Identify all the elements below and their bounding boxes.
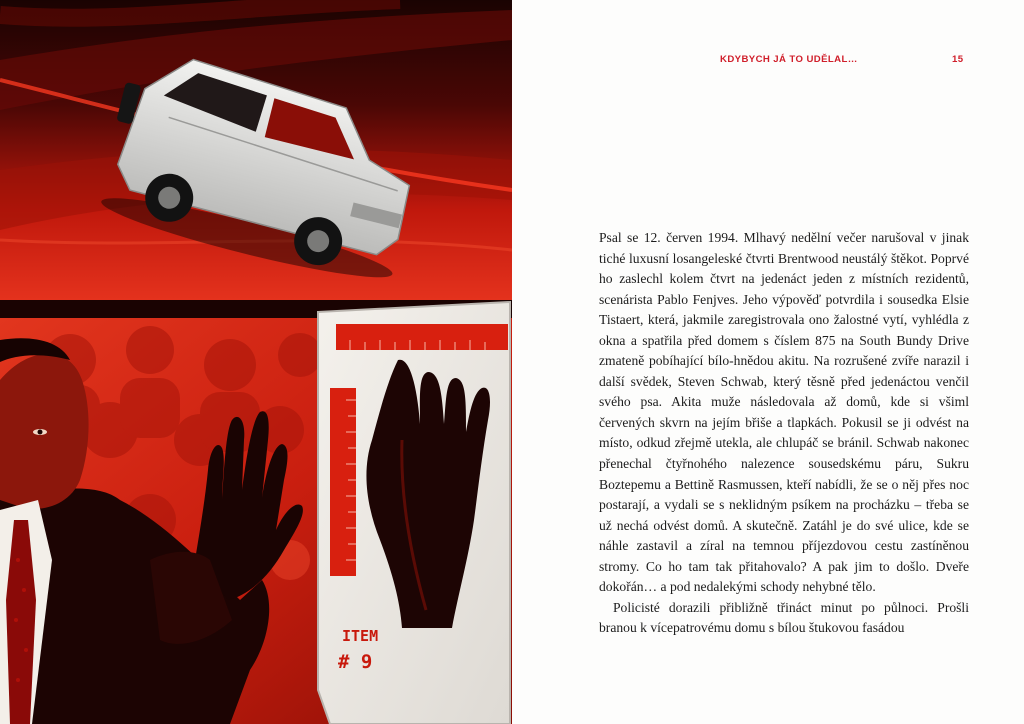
running-header: [512, 54, 1024, 68]
page-number: 15: [952, 54, 964, 65]
ruler-horizontal: [336, 324, 508, 350]
paragraph: Psal se 12. červen 1994. Mlhavý nedělní večer narušoval v jinak tiché luxusní losangeleské čtvrti Brentwood neustálý štěkot. Poprvé ho zaslechl kolem čtvrt na jedenáct jeden z místních rezidentů, scenárista Pablo Fenjves. Jeho výpověď potvrdila i sousedka Elsie Tistaert, která, jakmile zaregistrovala ono žalostné vytí, vyhlédla z okna a spatřila před domem s číslem 875 na South Bundy Drive zmateně pobíhající bílo-hnědou akitu. Na rozrušené zvíře narazil i další svědek, Steven Schwab, který těsně před jedenáctou venčil svého psa. Akita muže následovala až domů, kde si všiml červených skvrn na jejím břiše a tlapkách. Pokusil se ji odvést na místo, odkud zřejmě utekla, ale chlupáč se bránil. Schwab nakonec přenechal čtyřnohého nalezence sousedskému páru, Sukru Boztepemu a Bettině Rasmussen, kteří nabídli, že se o něj přes noc postarají, a vydali se s neklidným psíkem na procházku – třeba se už nechá odvést domů. A skutečně. Zatáhl je do své ulice, kde se náhle zastavil a zíral na temnou příjezdovou cestu zastíněnou stromy. Co ho tam tak přitahovalo? A pak jim to došlo. Dveře dokořán… a pod nedalekými schody nehybné tělo.: [599, 230, 969, 595]
chapter-title: KDYBYCH JÁ TO UDĚLAL…: [720, 54, 858, 65]
body-text: [599, 228, 969, 639]
evidence-label-line2: # 9: [338, 651, 373, 673]
text-page: [512, 0, 1024, 724]
paragraph: Policisté dorazili přibližně třináct minut po půlnoci. Prošli branou k vícepatrovému domu s bílou štukovou fasádou: [599, 599, 969, 636]
evidence-label-line1: ITEM: [342, 627, 379, 645]
evidence-board: [318, 302, 510, 724]
